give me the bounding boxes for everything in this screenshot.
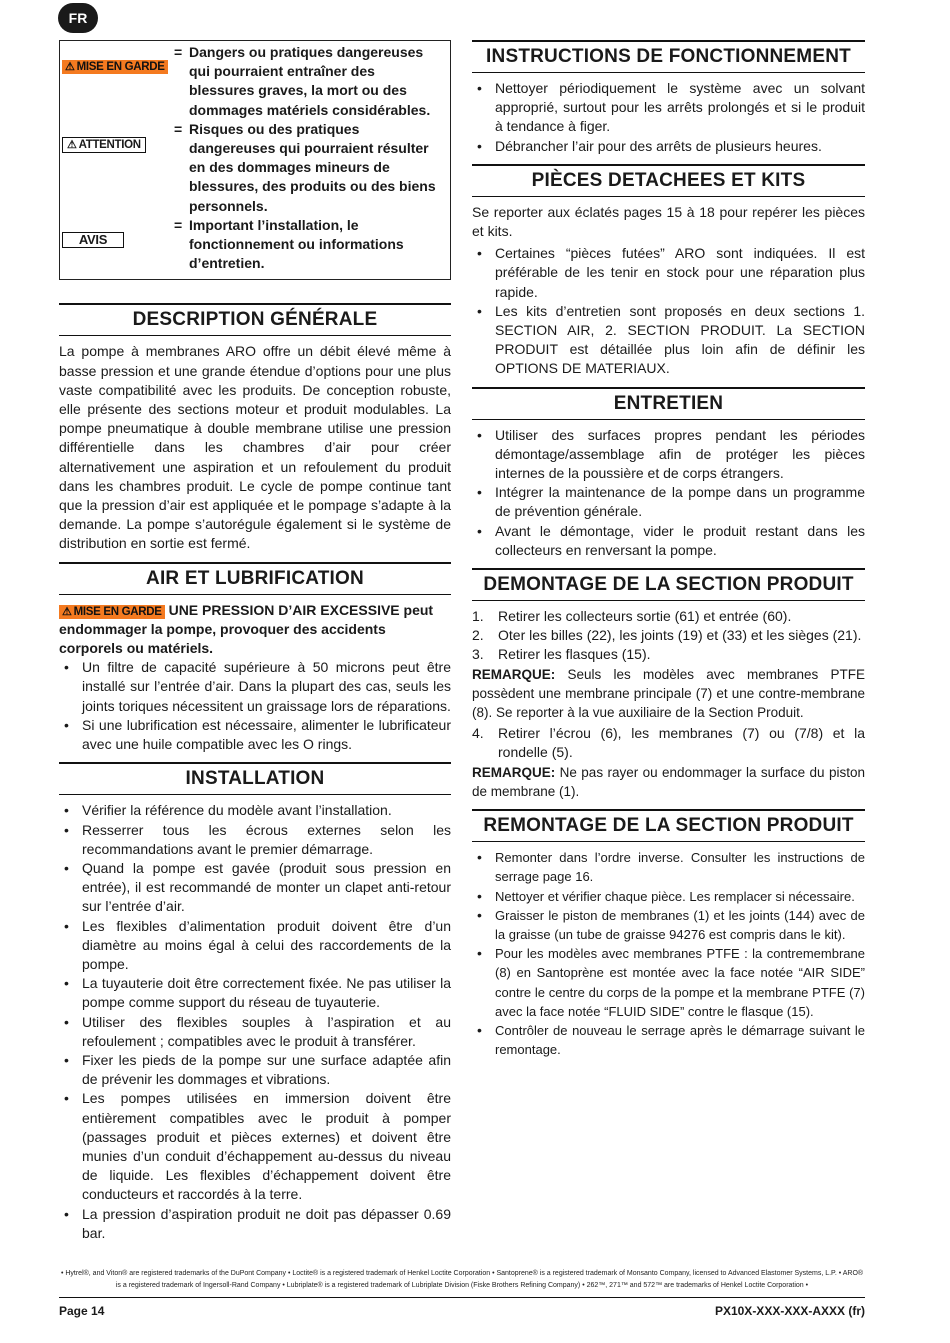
notice-tag: AVIS — [62, 232, 124, 248]
remark-ptfe: REMARQUE: Seuls les modèles avec membranes PTFE possèdent une membrane principale (7) et une contre-membrane (8). Se reporter à la vue auxiliaire de la Section Produit. — [472, 666, 865, 721]
list-item: • Pour les modèles avec membranes PTFE : la contremembrane (8) en Santoprène est montée avec la face notée “AIR SIDE” contre le centre du corps de la pompe et la membrane PTFE (7) avec la face notée “FLUID SIDE” contre le flasque (15). — [472, 944, 865, 1021]
safety-legend-box — [59, 40, 451, 280]
notice-definition: Important l’installation, le fonctionnement ou informations d’entretien. — [189, 216, 404, 272]
list-item: • Avant le démontage, vider le produit restant dans les collecteurs en renversant la pompe. — [472, 522, 865, 560]
parts-list — [472, 244, 865, 378]
installation-list — [59, 801, 451, 1243]
language-badge: FR — [58, 3, 98, 33]
list-item: • Certaines “pièces futées” ARO sont indiquées. Il est préférable de les tenir en stock pour une réparation plus rapide. — [472, 244, 865, 302]
list-item: • Nettoyer périodiquement le système avec un solvant approprié, surtout pour les arrêts prolongés et si le produit à tendance à figer. — [472, 79, 865, 137]
remark-piston: REMARQUE: Ne pas rayer ou endommager la surface du piston de membrane (1). — [472, 764, 865, 799]
list-item: • Nettoyer et vérifier chaque pièce. Les remplacer si nécessaire. — [472, 887, 865, 906]
parts-intro: Se reporter aux éclatés pages 15 à 18 pour repérer les pièces et kits. — [472, 203, 865, 240]
list-item: • Utiliser des flexibles souples à l’aspiration et au refoulement ; compatibles avec le produit à transférer. — [59, 1013, 451, 1051]
list-item: • Un filtre de capacité supérieure à 50 microns peut être installé sur l’entrée d’air. Dans la plupart des cas, seuls les joints toriques nécessitent un graissage lors de réparations. — [59, 658, 451, 716]
equals-sign: = — [174, 216, 183, 233]
left-column — [59, 40, 451, 1245]
caution-tag: ⚠ ATTENTION — [62, 137, 146, 153]
list-item: • Les flexibles d’alimentation produit doivent être d’un diamètre au moins égal à celui des raccordements de la pompe. — [59, 917, 451, 975]
list-item: • Quand la pompe est gavée (produit sous pression en entrée), il est recommandé de monter un clapet anti-retour sur l’entrée d’air. — [59, 859, 451, 917]
step-item: 2. Oter les billes (22), les joints (19) et (33) et les sièges (21). — [472, 627, 862, 644]
list-item: • Contrôler de nouveau le serrage après le démarrage suivant le remontage. — [472, 1021, 865, 1059]
operation-list — [472, 79, 865, 156]
warning-triangle-icon: ⚠ — [65, 61, 75, 73]
warning-tag: ⚠ MISE EN GARDE — [59, 605, 165, 619]
air-list — [59, 658, 451, 754]
section-title-maintenance: ENTRETIEN — [472, 387, 865, 420]
section-title-parts: PIÈCES DETACHEES ET KITS — [472, 164, 865, 197]
document-id: PX10X-XXX-XXX-AXXX (fr) — [714, 1304, 865, 1318]
warning-tag: ⚠ MISE EN GARDE — [62, 60, 168, 74]
section-title-operation: INSTRUCTIONS DE FONCTIONNEMENT — [472, 40, 865, 73]
legend-row-caution — [62, 120, 440, 216]
legend-row-warning — [62, 43, 440, 120]
list-item: • Les pompes utilisées en immersion doivent être entièrement compatibles avec le produit à pomper (passages produit et pièces externes) et doivent être munies d’un conduit d’échappement au-dessus du niveau de liquide. Les flexibles d’échappement doivent être conducteurs et raccordés à la terre. — [59, 1089, 451, 1204]
section-title-description: DESCRIPTION GÉNÉRALE — [59, 303, 451, 336]
caution-definition: Risques ou des pratiques dangereuses qui pourraient résulter en des dommages mineurs de blessures, des produits ou des biens personnels. — [189, 120, 436, 214]
caution-triangle-icon: ⚠ — [67, 138, 77, 151]
section-title-installation: INSTALLATION — [59, 762, 451, 795]
list-item: • La tuyauterie doit être correctement fixée. Ne pas utiliser la pompe comme support du réseau de tuyauterie. — [59, 974, 451, 1012]
air-warning: ⚠ MISE EN GARDE UNE PRESSION D’AIR EXCESSIVE peut endommager la pompe, provoquer des accidents corporels ou matériels. — [59, 601, 434, 657]
section-title-disassembly: DEMONTAGE DE LA SECTION PRODUIT — [472, 568, 865, 601]
step-item: 4. Retirer l’écrou (6), les membranes (7) ou (7/8) et la rondelle (5). — [472, 725, 865, 761]
list-item: • Fixer les pieds de la pompe sur une surface adaptée afin de prévenir les dommages et vibrations. — [59, 1051, 451, 1089]
section-title-reassembly: REMONTAGE DE LA SECTION PRODUIT — [472, 809, 865, 842]
list-item: • Graisser le piston de membranes (1) et les joints (144) avec de la graisse (un tube de graisse 94276 est compris dans le kit). — [472, 906, 865, 944]
list-item: • Vérifier la référence du modèle avant l’installation. — [59, 801, 451, 820]
step-item: 1. Retirer les collecteurs sortie (61) et entrée (60). — [472, 608, 792, 625]
equals-sign: = — [174, 120, 183, 137]
list-item: • La pression d’aspiration produit ne doit pas dépasser 0.69 bar. — [59, 1205, 451, 1243]
description-text: La pompe à membranes ARO offre un débit élevé même à basse pression et une grande étendue d’options pour une plus vaste compatibilité avec les produits. De conception robuste, elle présente des sections moteur et produit modulables. La pompe pneumatique à double membrane utilise une pression différentielle dans les chambres d’air pour créer alternativement une aspiration et un refoulement du produit dans les chambres produit. Le cycle de pompe continue tant que la pression d’air est appliquée et le pompage s’adapte à la demande. La pompe s’autorégule également si le système de distribution en sortie est fermé. — [59, 343, 451, 552]
list-item: • Intégrer la maintenance de la pompe dans un programme de prévention générale. — [472, 483, 865, 521]
trademark-footnote: • Hytrel®, and Viton® are registered trademarks of the DuPont Company • Loctite® is a registered trademark of Henkel Loctite Corporation • Santoprene® is a registered trademark of Monsanto Company, licensed to Advanced Elastomer Systems, L.P. • ARO® is a registered trademark of Ingersoll-Rand Company • Lubriplate® is a registered trademark of Lubriplate Division (Fiske Brothers Refining Company) • 262™, 271™ and 572™ are trademarks of Henkel Loctite Corporation • — [60, 1270, 864, 1289]
page-number: Page 14 — [59, 1304, 105, 1318]
section-title-air: AIR ET LUBRIFICATION — [59, 562, 451, 595]
legend-row-notice — [62, 216, 440, 274]
list-item: • Utiliser des surfaces propres pendant les périodes démontage/assemblage afin de protéger les pièces internes de la poussière et de corps étrangers. — [472, 426, 865, 484]
maintenance-list — [472, 426, 865, 560]
list-item: • Remonter dans l’ordre inverse. Consulter les instructions de serrage page 16. — [472, 848, 865, 886]
right-column — [472, 40, 865, 1061]
warning-definition: Dangers ou pratiques dangereuses qui pourraient entraîner des blessures graves, la mort ou des dommages matériels considérables. — [189, 44, 431, 118]
footer-divider — [59, 1297, 865, 1298]
disassembly-steps-cont — [472, 724, 865, 762]
equals-sign: = — [174, 44, 183, 60]
list-item: • Les kits d’entretien sont proposés en deux sections 1. SECTION AIR, 2. SECTION PRODUIT. La SECTION PRODUIT est détaillée plus loin afin de définir les OPTIONS DE MATERIAUX. — [472, 302, 865, 379]
step-item: 3. Retirer les flasques (15). — [472, 646, 651, 663]
disassembly-steps — [472, 607, 865, 665]
list-item: • Resserrer tous les écrous externes selon les recommandations avant le premier démarrage. — [59, 821, 451, 859]
list-item: • Débrancher l’air pour des arrêts de plusieurs heures. — [472, 137, 865, 156]
warning-triangle-icon: ⚠ — [62, 605, 72, 618]
reassembly-list — [472, 848, 865, 1059]
list-item: • Si une lubrification est nécessaire, alimenter le lubrificateur avec une huile compatible avec les O rings. — [59, 716, 451, 754]
